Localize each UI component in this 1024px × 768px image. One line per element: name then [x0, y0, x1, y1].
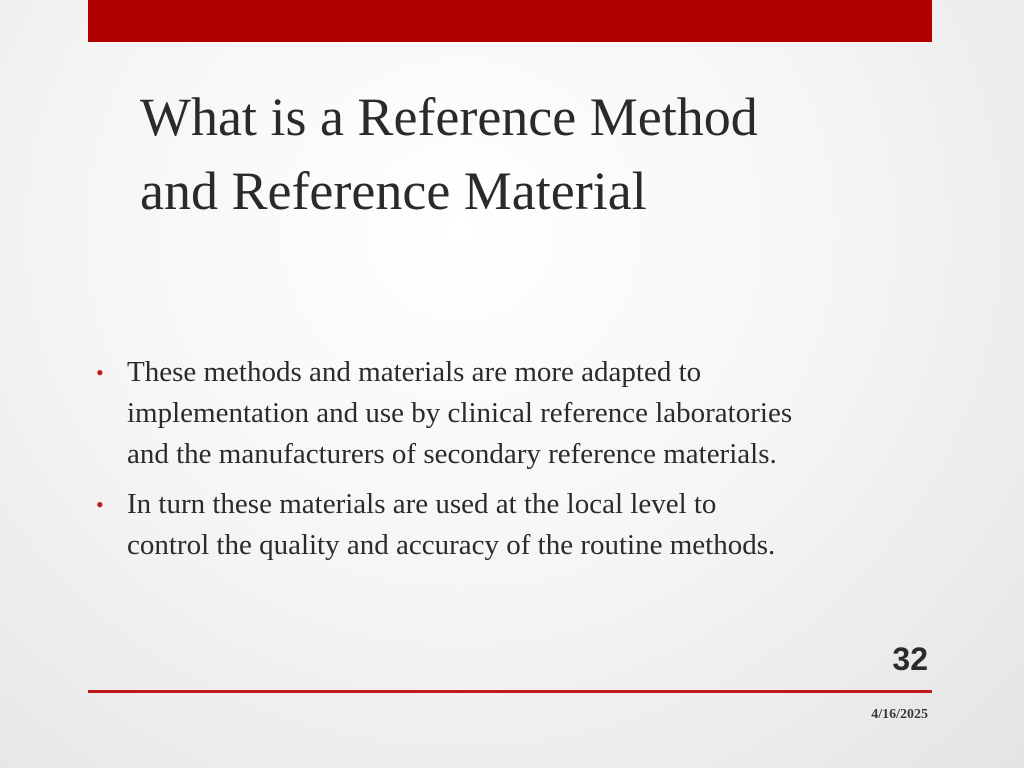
top-accent-bar [88, 0, 932, 42]
slide-title [140, 80, 920, 228]
bullet-2-line-2: control the quality and accuracy of the routine methods. [127, 529, 776, 561]
bullet-2-line-1: In turn these materials are used at the local level to [127, 488, 717, 520]
bullet-dot-icon: • [96, 492, 104, 517]
slide-date: 4/16/2025 [871, 707, 928, 722]
slide-title-line-2: and Reference Material [140, 161, 647, 221]
bullet-1-line-3: and the manufacturers of secondary reference materials. [127, 438, 777, 470]
bullet-item-2 [96, 484, 926, 566]
slide-number: 32 [892, 641, 928, 677]
slide-title-line-1: What is a Reference Method [140, 87, 758, 147]
footer-divider [88, 690, 932, 693]
bullet-list [96, 352, 926, 575]
bullet-1-line-1: These methods and materials are more adapted to [127, 356, 702, 388]
bullet-item-1 [96, 352, 926, 475]
bullet-1-line-2: implementation and use by clinical reference laboratories [127, 397, 793, 429]
bullet-dot-icon: • [96, 360, 104, 385]
